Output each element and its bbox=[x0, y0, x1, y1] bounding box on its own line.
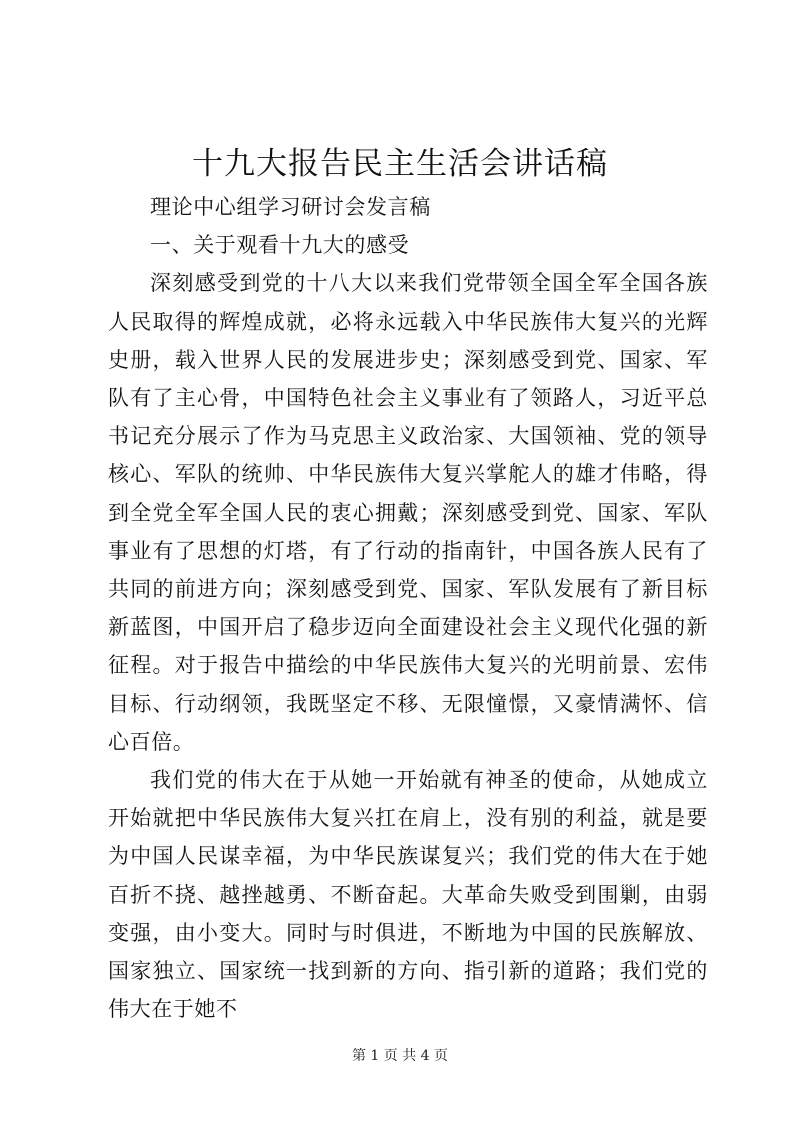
document-body bbox=[108, 188, 708, 1028]
page-footer: 第 1 页 共 4 页 bbox=[351, 1048, 449, 1064]
paragraph-section-heading: 一、关于观看十九大的感受 bbox=[150, 233, 410, 258]
paragraph-subtitle: 理论中心组学习研讨会发言稿 bbox=[150, 195, 431, 219]
paragraph-body-2: 我们党的伟大在于从她一开始就有神圣的使命，从她成立开始就把中华民族伟大复兴扛在肩上，没有别的利益，就是要为中国人民谋幸福，为中华民族谋复兴；我们党的伟大在于她百折不挠、越挫越勇、不断奋起。大革命失败受到围剿，由弱变强，由小变大。同时与时俱进，不断地为中国的民族解放、国家独立、国家统一找到新的方向、指引新的道路；我们党的伟大在于她不 bbox=[108, 768, 708, 1022]
document-title: 十九大报告民主生活会讲话稿 bbox=[192, 146, 608, 182]
paragraph-body-1: 深刻感受到党的十八大以来我们党带领全国全军全国各族人民取得的辉煌成就，必将永远载入中华民族伟大复兴的光辉史册，载入世界人民的发展进步史；深刻感受到党、国家、军队有了主心骨，中国特色社会主义事业有了领路人，习近平总书记充分展示了作为马克思主义政治家、大国领袖、党的领导核心、军队的统帅、中华民族伟大复兴掌舵人的雄才伟略，得到全党全军全国人民的衷心拥戴；深刻感受到党、国家、军队事业有了思想的灯塔，有了行动的指南针，中国各族人民有了共同的前进方向；深刻感受到党、国家、军队发展有了新目标新蓝图，中国开启了稳步迈向全面建设社会主义现代化强的新征程。对于报告中描绘的中华民族伟大复兴的光明前景、宏伟目标、行动纲领，我既坚定不移、无限憧憬，又豪情满怀、信心百倍。 bbox=[108, 271, 708, 754]
